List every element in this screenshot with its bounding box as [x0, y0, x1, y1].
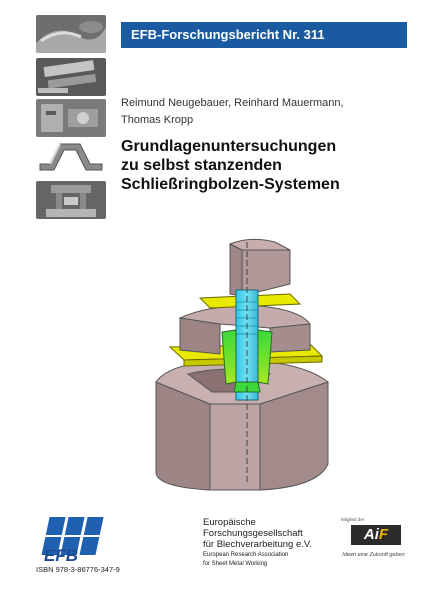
isbn: ISBN 978-3-86776-347-9 [36, 565, 120, 574]
organisation-block [203, 517, 338, 568]
aif-logo [341, 517, 406, 569]
title-line-2: zu selbst stanzenden [121, 157, 282, 174]
authors [121, 95, 411, 129]
title-line-1: Grundlagenuntersuchungen [121, 138, 337, 155]
aif-wordmark-main: Ai [363, 526, 379, 543]
thumbnail-press-machine [36, 181, 106, 219]
thumbnail-production-machine [36, 99, 106, 137]
authors-line-1: Reimund Neugebauer, Reinhard Mauermann, [121, 97, 344, 109]
series-title-bar: EFB-Forschungsbericht Nr. 311 [121, 22, 407, 48]
aif-member-text: Mitglied der [341, 517, 365, 522]
authors-line-2: Thomas Kropp [121, 114, 194, 126]
aif-wordmark-accent: F [378, 526, 389, 543]
org-name-de-line-1: Europäische Forschungsgesellschaft [203, 517, 303, 539]
title-line-3: Schließringbolzen-Systemen [121, 176, 340, 193]
thumbnail-sheet-profile [36, 140, 106, 178]
org-name-en-line-1: European Research Association [203, 552, 289, 558]
thumbnail-stamping-tool [36, 15, 106, 53]
lockbolt-cutaway-illustration [150, 232, 350, 492]
aif-wordmark [351, 525, 401, 545]
efb-logo-text: EFB [44, 546, 78, 565]
thumbnail-sheet-parts [36, 58, 106, 96]
org-name-en-line-2: for Sheet Metal Working [203, 561, 268, 567]
report-title [121, 137, 411, 194]
org-name-de-line-2: für Blechverarbeitung e.V. [203, 539, 312, 550]
aif-tagline: Ideen eine Zukunft geben [342, 552, 405, 558]
efb-logo [36, 515, 104, 565]
